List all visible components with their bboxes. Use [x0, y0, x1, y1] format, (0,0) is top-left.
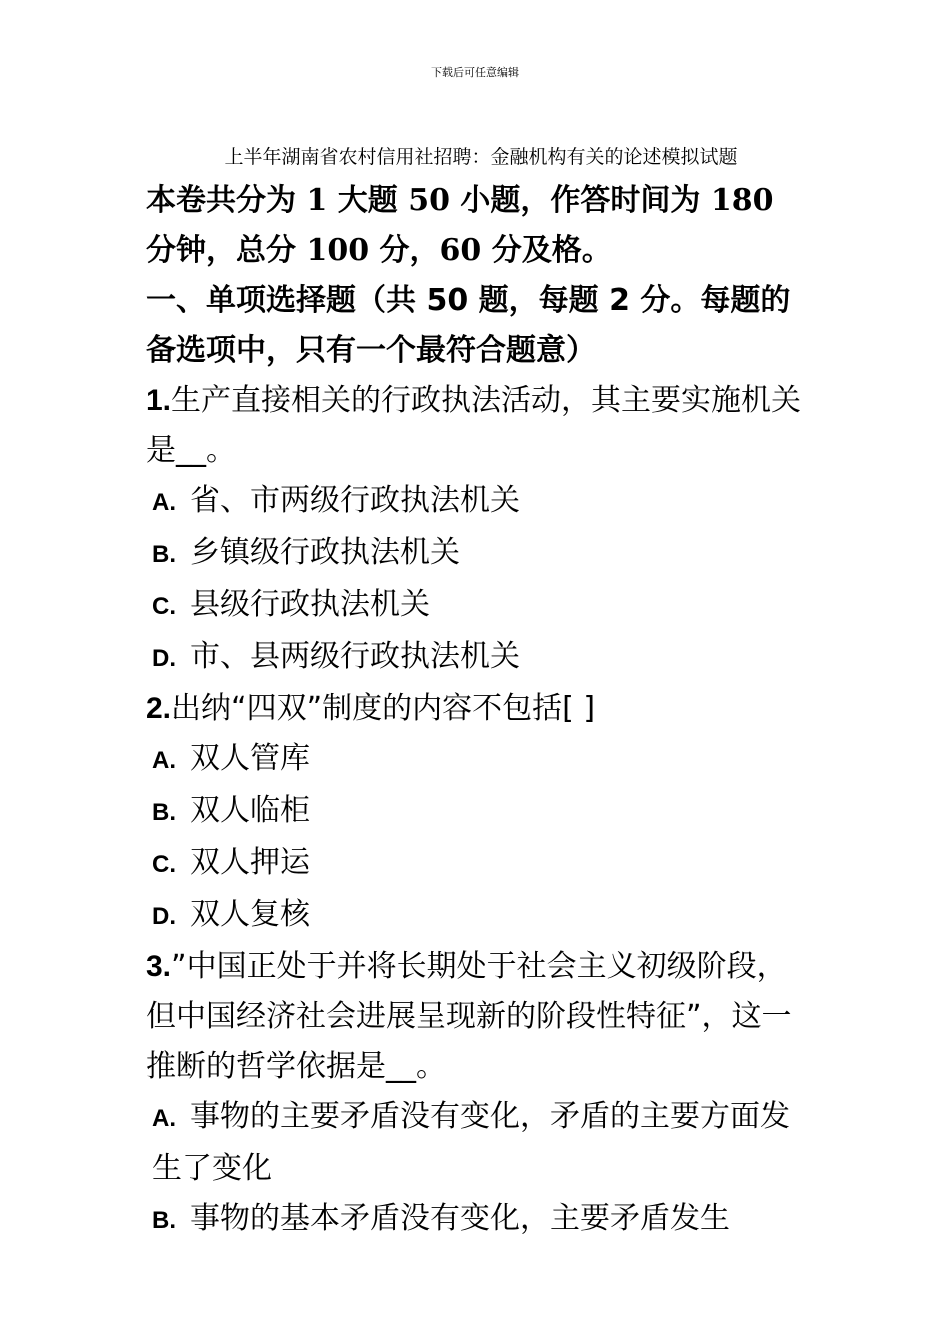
document-body [146, 176, 810, 1246]
option-1c [146, 580, 810, 632]
option-letter: B. [152, 1207, 176, 1234]
document-title: 上半年湖南省农村信用社招聘：金融机构有关的论述模拟试题 [224, 146, 738, 168]
option-text: 乡镇级行政执法机关 [190, 535, 460, 570]
option-text: 双人临柜 [190, 793, 310, 828]
option-text: 市、县两级行政执法机关 [190, 639, 520, 674]
option-letter: B. [152, 799, 176, 826]
option-letter: D. [152, 645, 176, 672]
exam-intro: 本卷共分为 1 大题 50 小题，作答时间为 180 分钟，总分 100 分，60 分及格。 [146, 183, 774, 268]
option-letter: B. [152, 541, 176, 568]
section-heading: 一、单项选择题（共 50 题，每题 2 分。每题的备选项中，只有一个最符合题意） [146, 283, 791, 368]
option-text: 县级行政执法机关 [190, 587, 430, 622]
option-text: 双人押运 [190, 845, 310, 880]
question-number: 2. [146, 692, 172, 725]
option-2a [146, 734, 810, 786]
option-2b [146, 786, 810, 838]
question-number: 1. [146, 384, 172, 417]
question-text: 生产直接相关的行政执法活动，其主要实施机关是__。 [146, 383, 802, 468]
option-text: 省、市两级行政执法机关 [190, 483, 520, 518]
option-letter: C. [152, 593, 176, 620]
question-number: 3. [146, 950, 172, 983]
option-letter: A. [152, 1105, 176, 1132]
option-2c [146, 838, 810, 890]
option-letter: D. [152, 903, 176, 930]
option-text: 事物的基本矛盾没有变化，主要矛盾发生 [190, 1201, 730, 1236]
option-text: 事物的主要矛盾没有变化，矛盾的主要方面发生了变化 [152, 1099, 790, 1186]
header-note: 下载后可任意编辑 [431, 66, 519, 79]
option-3a [146, 1092, 810, 1194]
question-text: ”中国正处于并将长期处于社会主义初级阶段，但中国经济社会进展呈现新的阶段性特征”，这一推断的哲学依据是__。 [146, 949, 792, 1084]
option-letter: A. [152, 489, 176, 516]
question-1 [146, 376, 810, 476]
option-1b [146, 528, 810, 580]
option-text: 双人管库 [190, 741, 310, 776]
question-3 [146, 942, 810, 1092]
option-1a [146, 476, 810, 528]
question-2 [146, 684, 810, 734]
option-2d [146, 890, 810, 942]
option-text: 双人复核 [190, 897, 310, 932]
option-1d [146, 632, 810, 684]
question-text: 出纳“四双”制度的内容不包括[ ] [171, 691, 596, 726]
option-letter: C. [152, 851, 176, 878]
option-3b [146, 1194, 810, 1246]
option-letter: A. [152, 747, 176, 774]
